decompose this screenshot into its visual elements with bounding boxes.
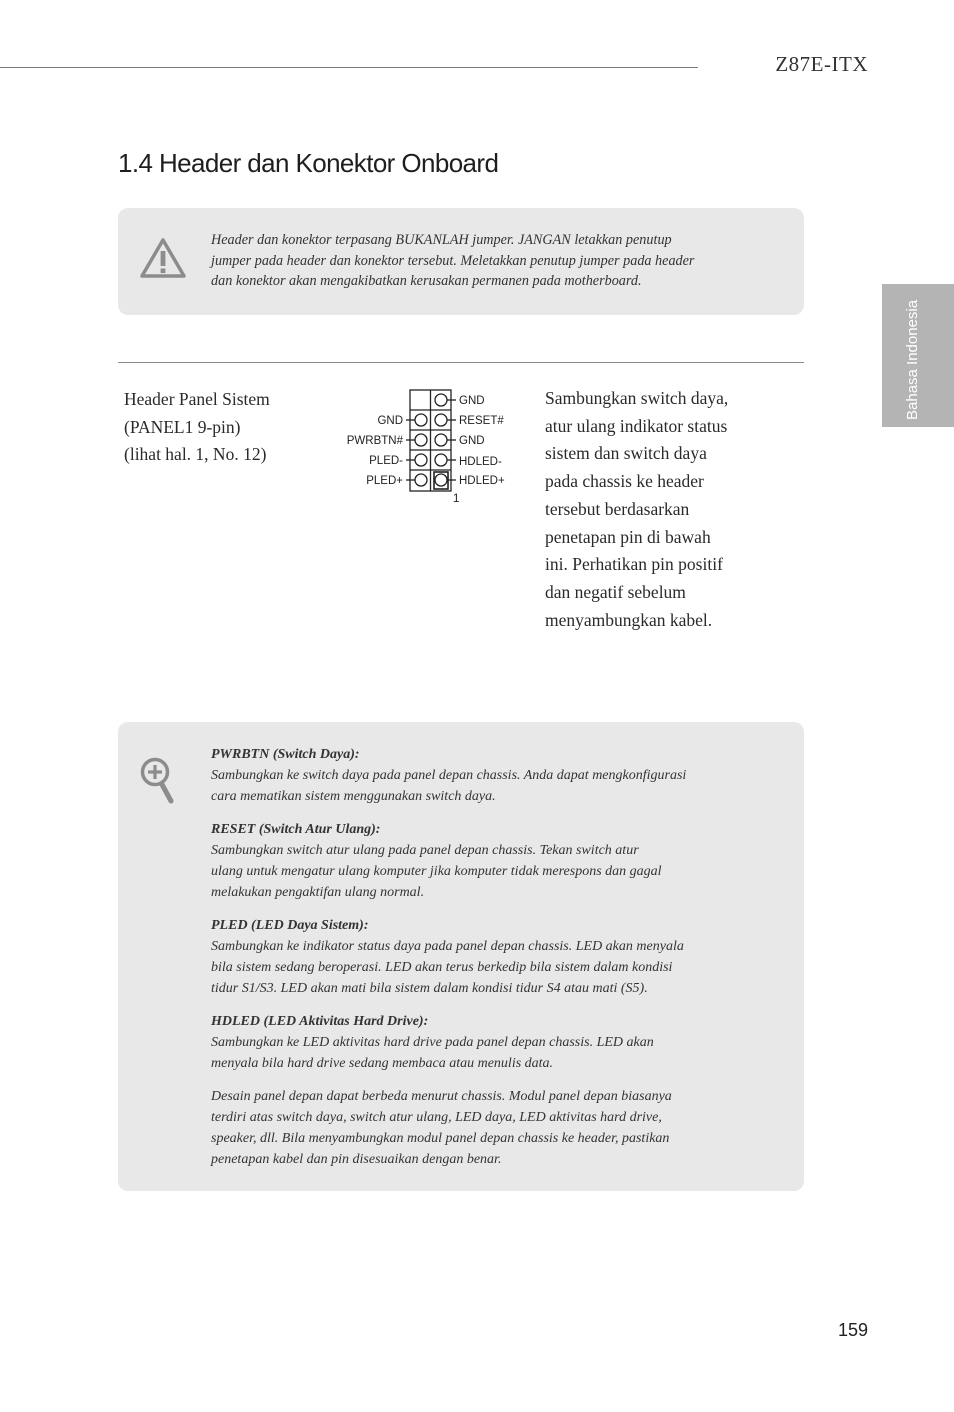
tip-front-panel-note (211, 1086, 751, 1170)
tip-line: cara mematikan sistem menggunakan switch daya. (211, 789, 496, 804)
description-line: Sambungkan switch daya, (545, 388, 729, 408)
tip-line: speaker, dll. Bila menyambungkan modul panel depan chassis ke header, pastikan (211, 1131, 670, 1146)
warning-line: dan konektor akan mengakibatkan kerusakan permanen pada motherboard. (211, 273, 642, 290)
description-line: sistem dan switch daya (545, 443, 707, 464)
tip-line: tidur S1/S3. LED akan mati bila sistem dalam kondisi tidur S4 atau mati (S5). (211, 981, 648, 996)
warning-line: jumper pada header dan konektor tersebut. Meletakkan penutup jumper pada header (211, 252, 695, 269)
pin-label-right: RESET# (459, 415, 504, 427)
panel-label-line: (lihat hal. 1, No. 12) (124, 444, 267, 464)
description-line: ini. Perhatikan pin positif (545, 554, 723, 575)
warning-triangle-icon (139, 237, 187, 279)
tip-title: PWRBTN (Switch Daya): (211, 747, 360, 762)
model-name: Z87E-ITX (775, 52, 868, 76)
tip-pwrbtn (211, 744, 751, 807)
tip-line: bila sistem sedang beroperasi. LED akan terus berkedip bila sistem dalam kondisi (211, 960, 673, 975)
pin-label-right: GND (459, 435, 485, 447)
tip-line: Sambungkan ke indikator status daya pada panel depan chassis. LED akan menyala (211, 939, 684, 954)
tip-reset (211, 819, 751, 903)
pin-label-left: GND (377, 415, 403, 427)
pin-label-left: PWRBTN# (346, 435, 403, 447)
pin-label-right: GND (459, 395, 485, 407)
tip-line: Sambungkan ke LED aktivitas hard drive pada panel depan chassis. LED akan (211, 1035, 654, 1050)
panel-label-line: Header Panel Sistem (124, 389, 270, 409)
description-line: penetapan pin di bawah (545, 526, 711, 547)
pin-label-left: PLED- (369, 455, 403, 467)
tip-line: melakukan pengaktifan ulang normal. (211, 885, 425, 900)
pin-label-right: HDLED- (459, 456, 502, 468)
warning-line: Header dan konektor terpasang BUKANLAH jumper. JANGAN letakkan penutup (211, 232, 672, 248)
tip-title: RESET (Switch Atur Ulang): (211, 822, 381, 837)
tip-line: Sambungkan ke switch daya pada panel depan chassis. Anda dapat mengkonfigurasi (211, 768, 687, 783)
pin-one-marker: 1 (453, 493, 460, 505)
description-line: dan negatif sebelum (545, 581, 686, 602)
tip-line: Sambungkan switch atur ulang pada panel depan chassis. Tekan switch atur (211, 843, 639, 858)
tip-line: terdiri atas switch daya, switch atur ulang, LED daya, LED aktivitas hard drive, (211, 1110, 662, 1125)
description-line: menyambungkan kabel. (545, 609, 713, 630)
header-rule (0, 67, 698, 68)
description-line: pada chassis ke header (545, 471, 704, 492)
pin-label-left: PLED+ (366, 475, 403, 487)
panel-header-label (124, 386, 334, 469)
warning-notice (118, 208, 804, 315)
tip-line: menyala bila hard drive sedang membaca atau menulis data. (211, 1056, 554, 1071)
magnifier-plus-icon (139, 756, 175, 804)
pin-label-right: HDLED+ (459, 475, 505, 487)
description-line: atur ulang indikator status (545, 415, 728, 436)
description-line: tersebut berdasarkan (545, 498, 690, 519)
tip-line: Desain panel depan dapat berbeda menurut chassis. Modul panel depan biasanya (211, 1089, 672, 1104)
tips-content (211, 744, 751, 1182)
tips-box (118, 722, 804, 1191)
panel1-pin-diagram (330, 384, 530, 509)
tip-pled (211, 915, 751, 999)
tip-line: ulang untuk mengatur ulang komputer jika komputer tidak merespons dan gagal (211, 864, 662, 879)
language-side-tab (882, 284, 954, 427)
section-divider (118, 362, 804, 363)
tip-hdled (211, 1011, 751, 1074)
tip-line: penetapan kabel dan pin disesuaikan dengan benar. (211, 1152, 502, 1167)
tip-title: HDLED (LED Aktivitas Hard Drive): (211, 1014, 429, 1029)
panel-label-line: (PANEL1 9-pin) (124, 416, 241, 437)
page-number: 159 (837, 1320, 868, 1340)
section-title: 1.4 Header dan Konektor Onboard (118, 148, 499, 178)
tip-title: PLED (LED Daya Sistem): (211, 918, 369, 933)
warning-text (211, 230, 771, 292)
panel-description (545, 385, 780, 634)
language-tab-label: Bahasa Indonesia (904, 299, 921, 420)
